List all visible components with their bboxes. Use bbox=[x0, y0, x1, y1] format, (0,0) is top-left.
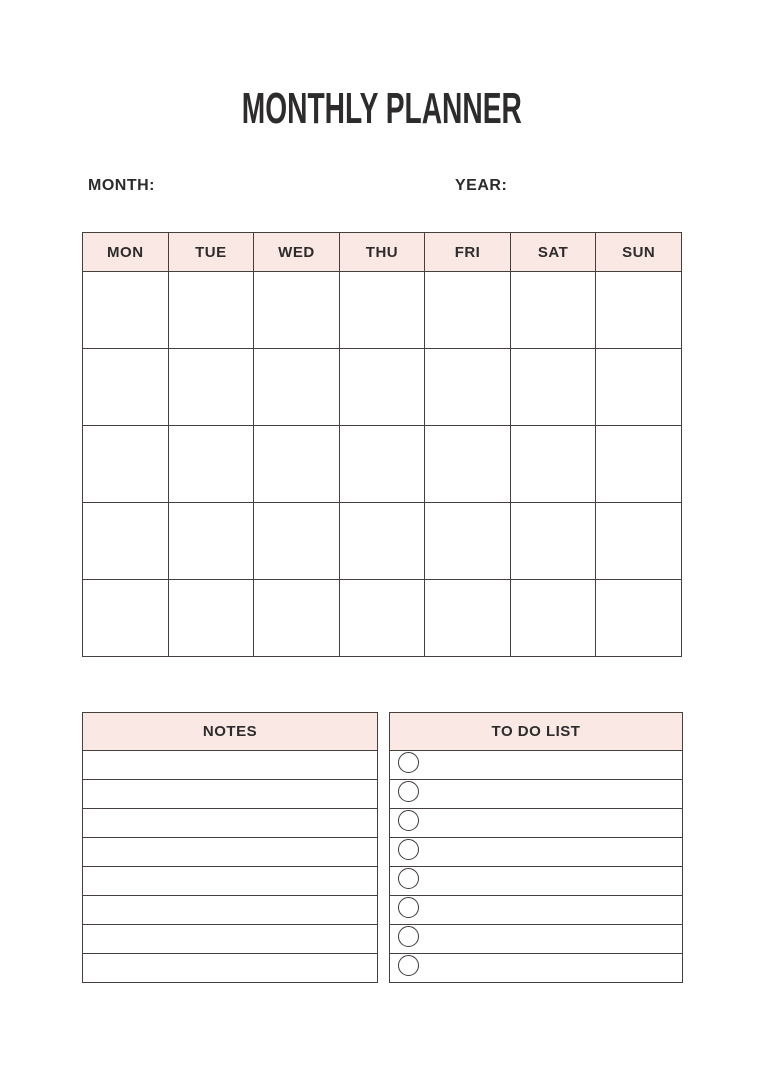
calendar-cell bbox=[83, 580, 169, 657]
calendar-cell bbox=[168, 426, 254, 503]
day-header-tue: TUE bbox=[168, 233, 254, 272]
calendar-cell bbox=[83, 349, 169, 426]
calendar-cell bbox=[83, 503, 169, 580]
checkbox-circle-icon bbox=[398, 926, 419, 947]
day-header-sun: SUN bbox=[596, 233, 682, 272]
calendar-cell bbox=[510, 349, 596, 426]
calendar-cell bbox=[168, 349, 254, 426]
calendar-cell bbox=[510, 272, 596, 349]
calendar-cell bbox=[254, 580, 340, 657]
checkbox-circle-icon bbox=[398, 810, 419, 831]
notes-line bbox=[83, 809, 378, 838]
day-header-fri: FRI bbox=[425, 233, 511, 272]
calendar-cell bbox=[510, 580, 596, 657]
todo-row bbox=[390, 867, 683, 896]
page-title-wrap bbox=[0, 84, 764, 134]
todo-row bbox=[390, 751, 683, 780]
todo-row bbox=[390, 809, 683, 838]
calendar-cell bbox=[425, 349, 511, 426]
calendar-cell bbox=[83, 426, 169, 503]
calendar-table bbox=[82, 232, 682, 657]
calendar-cell bbox=[596, 349, 682, 426]
calendar-cell bbox=[510, 426, 596, 503]
page-title: MONTHLY PLANNER bbox=[241, 84, 523, 133]
notes-line bbox=[83, 954, 378, 983]
day-header-mon: MON bbox=[83, 233, 169, 272]
checkbox-circle-icon bbox=[398, 897, 419, 918]
todo-header: TO DO LIST bbox=[390, 713, 683, 751]
todo-row bbox=[390, 896, 683, 925]
calendar-cell bbox=[425, 426, 511, 503]
calendar-week-row bbox=[83, 580, 682, 657]
calendar-cell bbox=[339, 349, 425, 426]
notes-line bbox=[83, 896, 378, 925]
calendar-cell bbox=[83, 272, 169, 349]
calendar-cell bbox=[425, 580, 511, 657]
todo-row bbox=[390, 838, 683, 867]
calendar-cell bbox=[425, 272, 511, 349]
calendar-cell bbox=[168, 503, 254, 580]
calendar-cell bbox=[254, 349, 340, 426]
calendar-cell bbox=[254, 272, 340, 349]
calendar-cell bbox=[339, 426, 425, 503]
calendar-header-row bbox=[83, 233, 682, 272]
calendar-cell bbox=[339, 272, 425, 349]
calendar-cell bbox=[339, 580, 425, 657]
notes-section bbox=[82, 712, 378, 983]
checkbox-circle-icon bbox=[398, 955, 419, 976]
calendar-cell bbox=[339, 503, 425, 580]
calendar-week-row bbox=[83, 503, 682, 580]
day-header-sat: SAT bbox=[510, 233, 596, 272]
calendar-week-row bbox=[83, 272, 682, 349]
notes-line bbox=[83, 867, 378, 896]
calendar-week-row bbox=[83, 426, 682, 503]
calendar-cell bbox=[168, 580, 254, 657]
calendar-cell bbox=[168, 272, 254, 349]
calendar-cell bbox=[596, 426, 682, 503]
calendar-cell bbox=[254, 426, 340, 503]
notes-line bbox=[83, 751, 378, 780]
day-header-thu: THU bbox=[339, 233, 425, 272]
checkbox-circle-icon bbox=[398, 839, 419, 860]
day-header-wed: WED bbox=[254, 233, 340, 272]
todo-row bbox=[390, 925, 683, 954]
calendar-week-row bbox=[83, 349, 682, 426]
calendar-cell bbox=[596, 503, 682, 580]
calendar-cell bbox=[596, 272, 682, 349]
todo-row bbox=[390, 780, 683, 809]
notes-header: NOTES bbox=[83, 713, 378, 751]
todo-row bbox=[390, 954, 683, 983]
checkbox-circle-icon bbox=[398, 752, 419, 773]
checkbox-circle-icon bbox=[398, 868, 419, 889]
notes-line bbox=[83, 838, 378, 867]
todo-section bbox=[389, 712, 683, 983]
calendar-cell bbox=[254, 503, 340, 580]
checkbox-circle-icon bbox=[398, 781, 419, 802]
notes-line bbox=[83, 780, 378, 809]
calendar-cell bbox=[596, 580, 682, 657]
calendar-cell bbox=[510, 503, 596, 580]
month-label: MONTH: bbox=[88, 177, 155, 194]
notes-line bbox=[83, 925, 378, 954]
year-label: YEAR: bbox=[455, 177, 508, 194]
calendar-cell bbox=[425, 503, 511, 580]
